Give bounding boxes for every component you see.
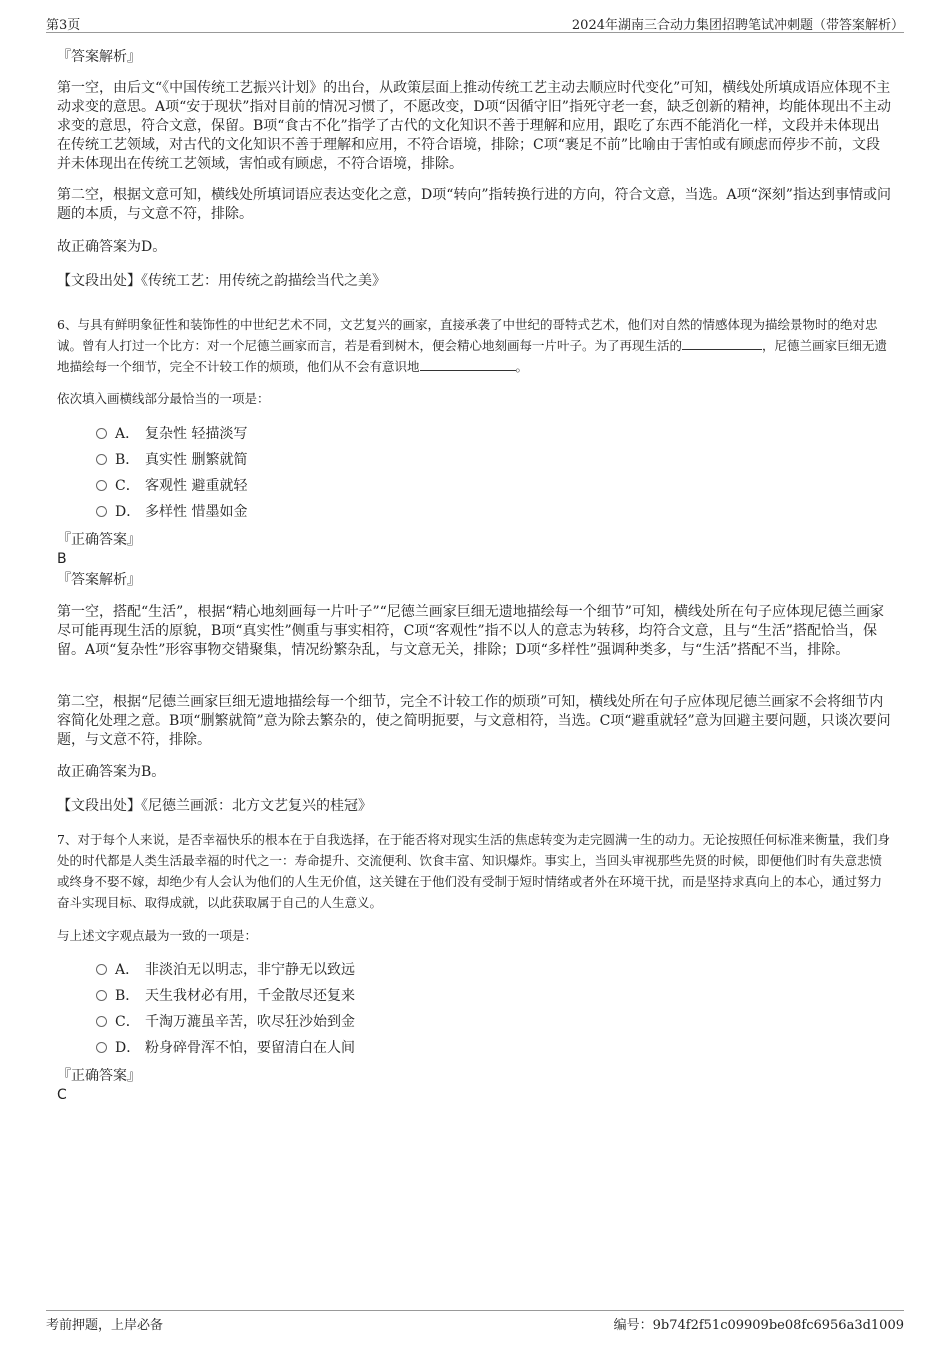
q7-option-c[interactable]: C． 千淘万漉虽辛苦，吹尽狂沙始到金 [96, 1012, 355, 1032]
q6-analysis-p2: 第二空，根据“尼德兰画家巨细无遗地描绘每一个细节，完全不计较工作的烦琐”可知，横线处所在句子应体现尼德兰画家不会将细节内容简化处理之意。B项“删繁就简”意为除去繁杂的，使之简明扼要，与文意相符，当选。C项“避重就轻”意为回避主要问题，只谈次要问题，与文意不符，排除。 [57, 694, 891, 748]
page-footer [46, 1310, 904, 1333]
radio-icon[interactable] [96, 964, 107, 975]
q6-analysis-p1: 第一空，搭配“生活”，根据“精心地刻画每一片叶子”“尼德兰画家巨细无遗地描绘每一个细节”可知，横线处所在句子应体现尼德兰画家尽可能再现生活的原貌，B项“真实性”侧重与事实相符，C项“客观性”指不以人的意志为转移，均符合文意，且与“生活”搭配恰当，保留。A项“复杂性”形容事物交错聚集，情况纷繁杂乱，与文意无关，排除；D项“多样性”强调种类多，与“生活”搭配不当，排除。 [57, 604, 884, 658]
q6-conclusion: 故正确答案为B。 [57, 764, 166, 780]
footer-serial: 编号：9b74f2f51c09909be08fc6956a3d1009 [613, 1318, 904, 1333]
radio-icon[interactable] [96, 990, 107, 1001]
q6-option-c[interactable]: C． 客观性 避重就轻 [96, 476, 247, 496]
blank-1 [682, 337, 762, 350]
q6-option-d[interactable]: D． 多样性 惜墨如金 [96, 502, 247, 522]
q6-analysis-label: 『答案解析』 [57, 572, 141, 588]
q6-source: 【文段出处】《尼德兰画派：北方文艺复兴的桂冠》 [57, 798, 372, 814]
radio-icon[interactable] [96, 454, 107, 465]
q7-option-b[interactable]: B． 天生我材必有用，千金散尽还复来 [96, 986, 355, 1006]
q7-option-a[interactable]: A． 非淡泊无以明志，非宁静无以致远 [96, 960, 355, 980]
q7-prompt: 与上述文字观点最为一致的一项是： [57, 928, 258, 943]
q6-stem: 6、与具有鲜明象征性和装饰性的中世纪艺术不同，文艺复兴的画家，直接承袭了中世纪的哥特式艺术，他们对自然的情感体现为描绘景物时的绝对忠诚。曾有人打过一个比方：对一个尼德兰画家而言，若是看到树木，便会精心地刻画每一片叶子。为了再现生活的 ，尼德兰画家巨细无遗地描绘每一个细节，完全不计较工作的烦琐，他们从不会有意识地 。 [57, 317, 888, 374]
radio-icon[interactable] [96, 428, 107, 439]
q7-answer-label: 『正确答案』 [57, 1068, 141, 1084]
q6-option-b[interactable]: B． 真实性 删繁就简 [96, 450, 247, 470]
q5-analysis-label: 『答案解析』 [57, 49, 141, 65]
q6-answer-label: 『正确答案』 [57, 532, 141, 548]
blank-2 [420, 358, 516, 371]
radio-icon[interactable] [96, 480, 107, 491]
q7-answer: C [57, 1087, 67, 1103]
q5-analysis-p2: 第二空，根据文意可知，横线处所填词语应表达变化之意，D项“转向”指转换行进的方向，符合文意，当选。A项“深刻”指达到事情或问题的本质，与文意不符，排除。 [57, 187, 891, 222]
radio-icon[interactable] [96, 1042, 107, 1053]
q5-conclusion: 故正确答案为D。 [57, 239, 167, 255]
q6-option-a[interactable]: A． 复杂性 轻描淡写 [96, 424, 247, 444]
document-title: 2024年湖南三合动力集团招聘笔试冲刺题（带答案解析） [571, 18, 904, 33]
page-header [46, 14, 904, 33]
q6-answer: B [57, 551, 67, 567]
q7-stem: 7、对于每个人来说，是否幸福快乐的根本在于自我选择，在于能否将对现实生活的焦虑转变为走完圆满一生的动力。无论按照任何标准来衡量，我们身处的时代都是人类生活最幸福的时代之一：寿命提升、交流便利、饮食丰富、知识爆炸。事实上，当回头审视那些先贤的时候，即便他们时有失意悲愤或终身不娶不嫁，却绝少有人会认为他们的人生无价值，这关键在于他们没有受制于短时情绪或者外在环境干扰，而是坚持求真向上的本心，通过努力奋斗实现目标、取得成就，以此获取属于自己的人生意义。 [57, 832, 890, 910]
q6-prompt: 依次填入画横线部分最恰当的一项是： [57, 391, 270, 406]
footer-slogan: 考前押题，上岸必备 [46, 1318, 164, 1333]
q5-source: 【文段出处】《传统工艺：用传统之韵描绘当代之美》 [57, 273, 386, 289]
radio-icon[interactable] [96, 1016, 107, 1027]
q7-option-d[interactable]: D． 粉身碎骨浑不怕，要留清白在人间 [96, 1038, 355, 1058]
radio-icon[interactable] [96, 506, 107, 517]
q5-analysis-p1: 第一空，由后文“《中国传统工艺振兴计划》的出台，从政策层面上推动传统工艺主动去顺应时代变化”可知，横线处所填成语应体现不主动求变的意思。A项“安于现状”指对目前的情况习惯了，不愿改变，D项“因循守旧”指死守老一套，缺乏创新的精神，均能体现出不主动求变的意思，符合文意，保留。B项“食古不化”指学了古代的文化知识不善于理解和应用，跟吃了东西不能消化一样，文段并未体现出在传统工艺领域，对古代的文化知识不善于理解和应用，不符合语境，排除；C项“裹足不前”比喻由于害怕或有顾虑而停步不前，文段并未体现出在传统工艺领域，害怕或有顾虑，不符合语境，排除。 [57, 80, 891, 172]
page-number: 第3页 [46, 18, 81, 33]
